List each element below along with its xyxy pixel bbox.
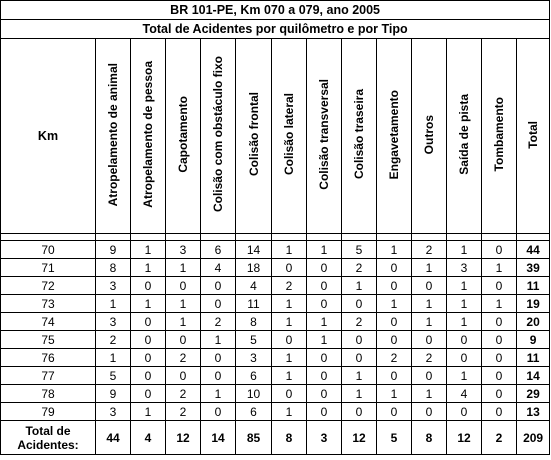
value-cell: 0 — [131, 349, 166, 367]
value-cell: 10 — [236, 385, 272, 403]
value-cell: 2 — [201, 313, 236, 331]
km-cell: 76 — [1, 349, 96, 367]
column-header-label: Colisão com obstáculo fixo — [211, 56, 225, 213]
column-header-label: Atropelamento de pessoa — [141, 61, 155, 208]
value-cell: 0 — [201, 349, 236, 367]
value-cell: 0 — [482, 241, 517, 259]
value-cell: 1 — [201, 331, 236, 349]
column-total-cell: 12 — [342, 421, 377, 455]
value-cell: 1 — [342, 367, 377, 385]
value-cell: 2 — [342, 259, 377, 277]
value-cell: 1 — [342, 385, 377, 403]
spacer-cell — [272, 234, 307, 241]
value-cell: 8 — [236, 313, 272, 331]
value-cell: 0 — [342, 331, 377, 349]
spacer-cell — [412, 234, 447, 241]
column-header-row — [1, 39, 550, 234]
column-header-label: Colisão lateral — [282, 93, 296, 176]
spacer-cell — [96, 234, 131, 241]
column-header-label: Engavetamento — [387, 89, 401, 180]
column-total-cell: 12 — [166, 421, 201, 455]
column-total-cell: 4 — [131, 421, 166, 455]
value-cell: 0 — [377, 313, 412, 331]
value-cell: 1 — [482, 295, 517, 313]
value-cell: 2 — [166, 349, 201, 367]
column-header — [131, 39, 166, 234]
value-cell: 4 — [447, 385, 482, 403]
spacer-cell — [377, 234, 412, 241]
value-cell: 1 — [131, 241, 166, 259]
value-cell: 2 — [166, 403, 201, 421]
column-header — [307, 39, 342, 234]
value-cell: 1 — [307, 331, 342, 349]
table-row — [1, 331, 550, 349]
value-cell: 1 — [412, 313, 447, 331]
value-cell: 3 — [447, 259, 482, 277]
spacer-cell — [517, 234, 550, 241]
value-cell: 1 — [166, 295, 201, 313]
value-cell: 0 — [307, 295, 342, 313]
column-header-label: Total — [526, 120, 541, 149]
value-cell: 11 — [236, 295, 272, 313]
value-cell: 1 — [412, 385, 447, 403]
value-cell: 0 — [412, 277, 447, 295]
column-total-cell: 12 — [447, 421, 482, 455]
table-subtitle: Total de Acidentes por quilômetro e por Tipo — [1, 20, 550, 39]
value-cell: 1 — [272, 313, 307, 331]
value-cell: 1 — [377, 295, 412, 313]
row-total-cell: 44 — [517, 241, 550, 259]
value-cell: 0 — [166, 277, 201, 295]
column-header — [517, 39, 550, 234]
value-cell: 0 — [272, 385, 307, 403]
value-cell: 14 — [236, 241, 272, 259]
subtitle-row — [1, 20, 550, 39]
value-cell: 1 — [166, 313, 201, 331]
table-row — [1, 241, 550, 259]
spacer-cell — [236, 234, 272, 241]
value-cell: 6 — [236, 367, 272, 385]
spacer-cell — [482, 234, 517, 241]
column-header-label: Colisão transversal — [317, 79, 331, 190]
totals-label-line1: Total de — [25, 423, 71, 438]
km-cell: 71 — [1, 259, 96, 277]
value-cell: 0 — [131, 367, 166, 385]
column-header-label: Tombamento — [492, 97, 506, 172]
spacer-cell — [201, 234, 236, 241]
value-cell: 0 — [201, 367, 236, 385]
value-cell: 0 — [307, 367, 342, 385]
value-cell: 0 — [377, 403, 412, 421]
value-cell: 1 — [201, 385, 236, 403]
value-cell: 0 — [131, 385, 166, 403]
km-cell: 75 — [1, 331, 96, 349]
value-cell: 0 — [342, 349, 377, 367]
value-cell: 1 — [342, 277, 377, 295]
column-header-label: Capotamento — [176, 96, 190, 173]
row-total-cell: 9 — [517, 331, 550, 349]
value-cell: 1 — [272, 295, 307, 313]
value-cell: 0 — [377, 259, 412, 277]
column-header — [447, 39, 482, 234]
column-header — [166, 39, 201, 234]
value-cell: 0 — [447, 331, 482, 349]
value-cell: 8 — [96, 259, 131, 277]
value-cell: 1 — [447, 277, 482, 295]
value-cell: 5 — [236, 331, 272, 349]
table-row — [1, 277, 550, 295]
value-cell: 0 — [412, 403, 447, 421]
value-cell: 9 — [96, 241, 131, 259]
value-cell: 3 — [166, 241, 201, 259]
value-cell: 0 — [482, 277, 517, 295]
value-cell: 0 — [482, 385, 517, 403]
value-cell: 2 — [412, 241, 447, 259]
column-header — [412, 39, 447, 234]
value-cell: 0 — [482, 313, 517, 331]
value-cell: 1 — [377, 241, 412, 259]
column-header-label: Colisão traseira — [352, 89, 366, 180]
table-row — [1, 295, 550, 313]
totals-label — [1, 421, 96, 455]
column-header — [377, 39, 412, 234]
value-cell: 5 — [342, 241, 377, 259]
value-cell: 0 — [482, 349, 517, 367]
spacer-cell — [166, 234, 201, 241]
value-cell: 0 — [482, 331, 517, 349]
column-total-cell: 8 — [272, 421, 307, 455]
km-cell: 77 — [1, 367, 96, 385]
value-cell: 2 — [166, 385, 201, 403]
value-cell: 1 — [447, 295, 482, 313]
row-total-cell: 13 — [517, 403, 550, 421]
table-row — [1, 385, 550, 403]
value-cell: 2 — [377, 349, 412, 367]
value-cell: 1 — [377, 385, 412, 403]
column-header — [236, 39, 272, 234]
value-cell: 0 — [131, 277, 166, 295]
row-total-cell: 29 — [517, 385, 550, 403]
column-header — [482, 39, 517, 234]
value-cell: 6 — [236, 403, 272, 421]
value-cell: 3 — [96, 403, 131, 421]
value-cell: 2 — [342, 313, 377, 331]
row-total-cell: 20 — [517, 313, 550, 331]
column-total-cell: 2 — [482, 421, 517, 455]
value-cell: 3 — [96, 313, 131, 331]
value-cell: 0 — [307, 277, 342, 295]
value-cell: 0 — [377, 277, 412, 295]
value-cell: 1 — [307, 313, 342, 331]
value-cell: 9 — [96, 385, 131, 403]
value-cell: 1 — [96, 349, 131, 367]
row-total-cell: 11 — [517, 349, 550, 367]
value-cell: 1 — [96, 295, 131, 313]
column-total-cell: 14 — [201, 421, 236, 455]
totals-label-line2: Acidentes: — [17, 437, 79, 452]
value-cell: 4 — [236, 277, 272, 295]
column-total-cell: 85 — [236, 421, 272, 455]
value-cell: 1 — [272, 367, 307, 385]
value-cell: 3 — [236, 349, 272, 367]
column-header — [201, 39, 236, 234]
value-cell: 0 — [131, 331, 166, 349]
value-cell: 0 — [272, 331, 307, 349]
value-cell: 1 — [482, 259, 517, 277]
value-cell: 1 — [412, 295, 447, 313]
column-header-label: Saída de pista — [457, 94, 471, 175]
km-cell: 74 — [1, 313, 96, 331]
row-total-cell: 39 — [517, 259, 550, 277]
km-cell: 72 — [1, 277, 96, 295]
spacer-row — [1, 234, 550, 241]
value-cell: 1 — [131, 259, 166, 277]
value-cell: 0 — [342, 403, 377, 421]
value-cell: 1 — [307, 241, 342, 259]
value-cell: 1 — [166, 259, 201, 277]
value-cell: 1 — [412, 259, 447, 277]
table-row — [1, 259, 550, 277]
value-cell: 5 — [96, 367, 131, 385]
value-cell: 1 — [131, 403, 166, 421]
value-cell: 1 — [272, 403, 307, 421]
value-cell: 2 — [96, 331, 131, 349]
value-cell: 1 — [272, 349, 307, 367]
column-header-label: Atropelamento de animal — [106, 62, 120, 207]
value-cell: 18 — [236, 259, 272, 277]
column-header — [96, 39, 131, 234]
value-cell: 3 — [96, 277, 131, 295]
totals-row — [1, 421, 550, 455]
column-total-cell: 8 — [412, 421, 447, 455]
spacer-cell — [1, 234, 96, 241]
value-cell: 4 — [201, 259, 236, 277]
value-cell: 0 — [166, 331, 201, 349]
value-cell: 1 — [131, 295, 166, 313]
value-cell: 0 — [482, 403, 517, 421]
value-cell: 1 — [272, 241, 307, 259]
row-total-cell: 11 — [517, 277, 550, 295]
value-cell: 0 — [201, 403, 236, 421]
value-cell: 1 — [447, 367, 482, 385]
spacer-cell — [342, 234, 377, 241]
value-cell: 0 — [447, 403, 482, 421]
value-cell: 1 — [447, 241, 482, 259]
row-total-cell: 19 — [517, 295, 550, 313]
table-title: BR 101-PE, Km 070 a 079, ano 2005 — [1, 1, 550, 20]
grand-total-cell: 209 — [517, 421, 550, 455]
value-cell: 0 — [307, 349, 342, 367]
spacer-cell — [131, 234, 166, 241]
column-header-label: Colisão frontal — [246, 92, 261, 177]
value-cell: 0 — [307, 385, 342, 403]
value-cell: 0 — [272, 259, 307, 277]
km-cell: 73 — [1, 295, 96, 313]
value-cell: 0 — [166, 367, 201, 385]
value-cell: 0 — [307, 259, 342, 277]
value-cell: 2 — [412, 349, 447, 367]
km-cell: 78 — [1, 385, 96, 403]
value-cell: 0 — [377, 331, 412, 349]
km-column-header: Km — [1, 39, 96, 234]
km-cell: 79 — [1, 403, 96, 421]
row-total-cell: 14 — [517, 367, 550, 385]
spacer-cell — [447, 234, 482, 241]
value-cell: 0 — [131, 313, 166, 331]
column-header — [272, 39, 307, 234]
table-row — [1, 313, 550, 331]
value-cell: 1 — [447, 313, 482, 331]
spacer-cell — [307, 234, 342, 241]
km-cell: 70 — [1, 241, 96, 259]
value-cell: 0 — [342, 295, 377, 313]
table-row — [1, 403, 550, 421]
column-total-cell: 44 — [96, 421, 131, 455]
value-cell: 0 — [447, 349, 482, 367]
value-cell: 0 — [482, 367, 517, 385]
title-row — [1, 1, 550, 20]
value-cell: 0 — [201, 295, 236, 313]
value-cell: 0 — [377, 367, 412, 385]
value-cell: 0 — [412, 331, 447, 349]
table-row — [1, 349, 550, 367]
column-header-label: Outros — [422, 114, 436, 155]
value-cell: 2 — [272, 277, 307, 295]
table-row — [1, 367, 550, 385]
column-total-cell: 5 — [377, 421, 412, 455]
value-cell: 0 — [201, 277, 236, 295]
column-total-cell: 3 — [307, 421, 342, 455]
column-header — [342, 39, 377, 234]
value-cell: 6 — [201, 241, 236, 259]
value-cell: 0 — [412, 367, 447, 385]
value-cell: 0 — [307, 403, 342, 421]
